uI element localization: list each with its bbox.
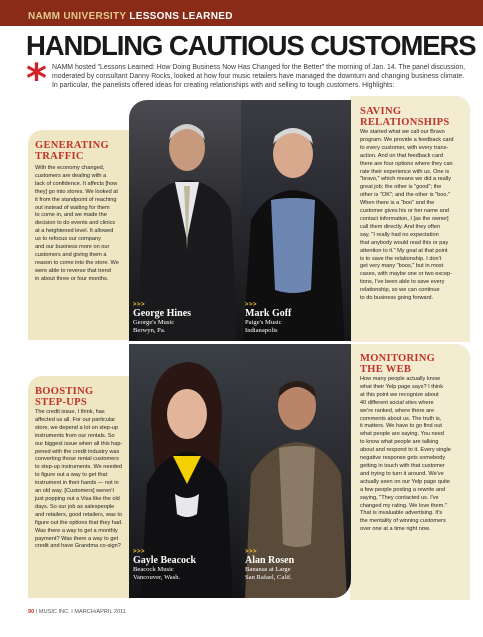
text-line: Was there a way to get a monthly xyxy=(35,527,118,534)
text-line: what their Yelp page says? I think xyxy=(360,383,444,390)
caption-arrows: >>> xyxy=(133,302,146,308)
text-line: When there is a "boo" and the xyxy=(360,200,435,207)
kicker-namm-university: NAMM UNIVERSITY xyxy=(28,11,127,22)
caption-arrows: >>> xyxy=(245,549,258,555)
text-line: cases, with maybe one or two excep- xyxy=(360,271,453,278)
text-line: customers and giving them a xyxy=(35,251,107,258)
text-line: and trying to turn it around. We've xyxy=(360,470,444,477)
text-line: attention to it." My goal at that point xyxy=(360,247,448,254)
page-headline: HANDLING CAUTIOUS CUSTOMERS xyxy=(26,30,476,61)
text-line: in about three or four months. xyxy=(35,275,109,282)
caption-city: Indianapolis xyxy=(245,326,278,334)
text-line: 40 different social sites where xyxy=(360,399,434,406)
text-line: call them directly. And they often xyxy=(360,223,441,230)
text-line: get very many "boos," but in most xyxy=(360,263,444,270)
heading-line: BOOSTING xyxy=(35,386,94,397)
caption-name: Gayle Beacock xyxy=(133,555,197,566)
text-line: we're ranked, where there are xyxy=(360,407,435,414)
caption-store: Paige's Music xyxy=(245,319,282,326)
text-line: decision to do events and clinics xyxy=(35,220,116,227)
text-line: converting those rental customers xyxy=(35,456,119,463)
text-line: what people are saying. You need xyxy=(360,431,444,438)
caption-city: Berwyn, Pa. xyxy=(133,326,166,334)
text-line: to do business going forward. xyxy=(360,295,434,302)
text-line: actually seen on our Yelp page quite xyxy=(360,478,450,485)
text-line: great job; the other is "good"; the xyxy=(360,184,442,191)
text-line: about and respond to it. Every single xyxy=(360,447,451,454)
text-line: saying, "They contacted us. I've xyxy=(360,494,439,501)
text-line: to every customer, with every trans- xyxy=(360,144,449,151)
text-line: to know what people are talking xyxy=(360,439,439,446)
text-line: the mentality of winning customers xyxy=(360,518,446,525)
heading-line: THE WEB xyxy=(360,364,412,375)
caption-name: George Hines xyxy=(133,308,192,319)
text-line: The credit issue, I think, has xyxy=(35,409,105,415)
heading-line: STEP-UPS xyxy=(35,397,87,408)
caption-arrows: >>> xyxy=(245,302,258,308)
caption-city: San Rafael, Calif. xyxy=(245,573,292,581)
text-line: were able to reverse that trend xyxy=(35,267,111,274)
text-line: is to save the relationship. I don't xyxy=(360,255,442,262)
text-line: We started what we call our Bravo xyxy=(360,129,445,135)
text-line: store, we depend a lot on step-up xyxy=(35,424,119,431)
caption-store: Bananas at Large xyxy=(245,566,291,573)
heading-line: RELATIONSHIPS xyxy=(360,117,450,128)
caption-george-hines xyxy=(133,302,191,334)
text-line: instrument in their hands — not in xyxy=(35,480,119,487)
kicker-lessons-learned: LESSONS LEARNED xyxy=(129,11,233,22)
heading-monitoring-the-web xyxy=(360,353,435,375)
text-boosting-step-ups xyxy=(35,409,135,551)
text-line: program. We provide a feedback card xyxy=(360,136,454,143)
heading-boosting-step-ups xyxy=(35,386,93,408)
text-line: us to refocus our company xyxy=(35,236,101,243)
text-line: and retailers, good retailers, was to xyxy=(35,511,123,518)
text-line: it from the standpoint of reaching xyxy=(35,196,117,203)
text-line: negative response gets somebody xyxy=(360,455,446,462)
heading-line: TRAFFIC xyxy=(35,151,84,162)
asterisk-icon: * xyxy=(26,56,47,102)
text-line: lack of confidence. It affects [how xyxy=(35,180,118,187)
text-line: reason to come into the store. We xyxy=(35,259,119,266)
text-saving-relationships xyxy=(360,129,470,303)
heading-generating-traffic xyxy=(35,140,109,162)
text-line: there are four options where they can xyxy=(360,160,453,167)
text-line: it matters. We have to go find out xyxy=(360,423,442,430)
text-line: relationship, so we can continue xyxy=(360,287,440,294)
text-line: an old way. [Customers] weren't xyxy=(35,488,114,495)
text-line: to figure out a way to get that xyxy=(35,472,108,479)
text-line: to step-up instruments. We needed xyxy=(35,464,122,471)
text-line: instruments from our rentals. So xyxy=(35,432,115,439)
heading-line: SAVING xyxy=(360,106,402,117)
caption-arrows: >>> xyxy=(133,549,146,555)
text-line: over one at a time right now. xyxy=(360,526,431,533)
publication-line: I MUSIC INC. I MARCH/APRIL 2011 xyxy=(35,609,126,615)
text-line: our biggest issue when all this hap- xyxy=(35,440,123,447)
text-line: tions, I've been able to save every xyxy=(360,279,445,286)
text-line: changed my rating. We love them." xyxy=(360,502,447,509)
text-line: getting in touch with that customer xyxy=(360,462,445,469)
section-kicker xyxy=(28,11,233,22)
caption-name: Alan Rosen xyxy=(245,555,295,566)
text-line: action. And on that feedback card xyxy=(360,152,444,159)
text-line: other is "OK"; and the other is "boo." xyxy=(360,192,451,199)
text-line: and our business more on our xyxy=(35,244,110,251)
heading-line: MONITORING xyxy=(360,353,436,364)
caption-alan-rosen xyxy=(245,549,294,581)
text-line: a few people posting a rewrite and xyxy=(360,486,446,493)
heading-line: GENERATING xyxy=(35,140,109,151)
text-generating-traffic xyxy=(35,165,135,284)
text-line: customers are dealing with a xyxy=(35,172,107,179)
text-line: That is invaluable advertising. It's xyxy=(360,510,443,517)
text-line: contact information, I [as the owner] xyxy=(360,215,449,222)
caption-store: Beacock Music xyxy=(133,566,174,573)
heading-saving-relationships xyxy=(360,106,449,128)
text-line: that anybody would read this or pay xyxy=(360,239,449,246)
text-line: How many people actually know xyxy=(360,376,440,382)
caption-name: Mark Goff xyxy=(245,308,292,319)
text-line: comments about us. The truth is, xyxy=(360,415,442,422)
text-line: credit and have Grandma co-sign? xyxy=(35,543,121,550)
text-line: just popping out a Visa like the old xyxy=(35,495,120,502)
text-line: at this point we recognize about xyxy=(360,391,439,398)
caption-mark-goff xyxy=(245,302,291,334)
text-line: affected us all. For our particular xyxy=(35,416,116,423)
text-line: they] go into stores. We looked at xyxy=(35,188,118,195)
caption-store: George's Music xyxy=(133,319,175,326)
text-line: say, "I really had no expectation xyxy=(360,231,439,238)
text-line: With the economy changed, xyxy=(35,165,105,171)
caption-city: Vancouver, Wash. xyxy=(133,573,181,581)
text-line: payment? Was there a way to get xyxy=(35,535,119,542)
text-line: "bravo," which means we did a really xyxy=(360,176,452,183)
text-monitoring-the-web xyxy=(360,376,470,534)
text-line: customer gives his or her name and xyxy=(360,208,449,215)
text-line: out instead of waiting for them xyxy=(35,204,110,211)
text-line: rate their experience with us. One is xyxy=(360,168,450,175)
text-line: days. So our job as salespeople xyxy=(35,503,115,510)
text-line: at a heightened level. It allowed xyxy=(35,228,114,235)
intro-paragraph: NAMM hosted "Lessons Learned: How Doing Business Now Has Changed for the Better" the morning of Jan. 14. The panel discussion, moderated by consultant Danny Rocks, looked at how four music retailers have managed the downturn and changing business climate. In particular, the panelists offered ideas for creating relationships with and selling to tough customers. Highlights: xyxy=(52,64,466,89)
page-footer xyxy=(28,609,126,615)
caption-gayle-beacock xyxy=(133,549,196,581)
text-line: to come in, and we made the xyxy=(35,212,107,219)
page-number: 90 xyxy=(28,609,35,615)
text-line: pened with the credit industry was xyxy=(35,448,120,455)
text-line: figure out the options that they had. xyxy=(35,519,123,526)
